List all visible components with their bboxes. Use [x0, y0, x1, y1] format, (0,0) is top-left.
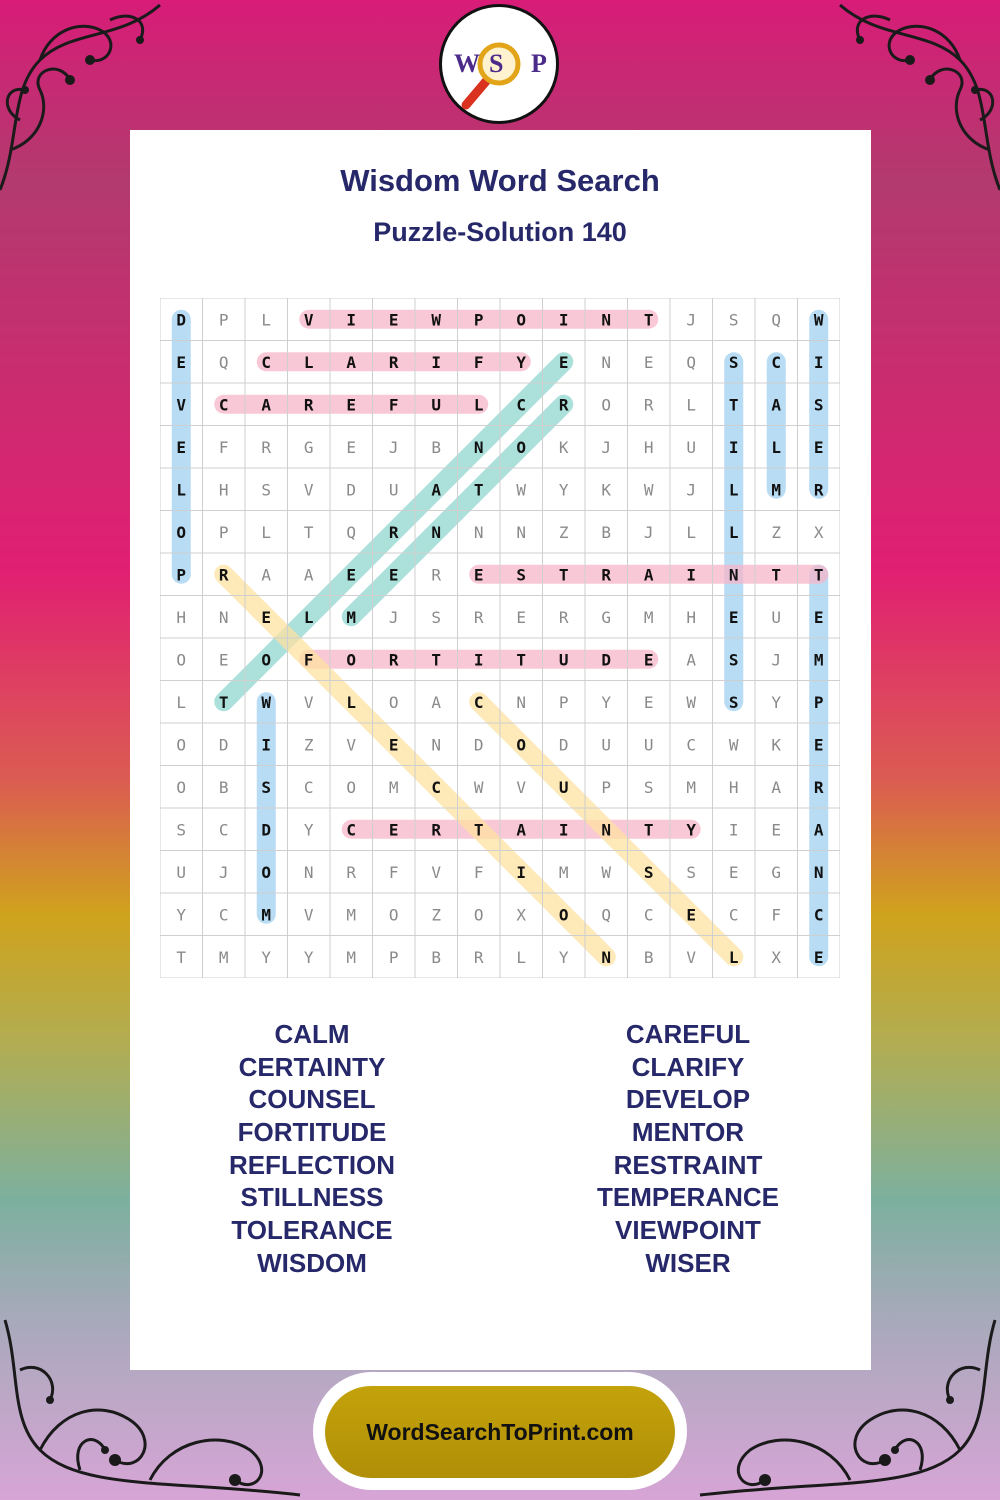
- grid-cell-letter[interactable]: O: [176, 777, 187, 797]
- grid-cell-letter[interactable]: I: [261, 735, 272, 755]
- grid-cell-letter[interactable]: D: [558, 735, 569, 755]
- grid-cell-letter[interactable]: A: [431, 692, 442, 712]
- grid-cell-letter[interactable]: J: [218, 862, 229, 882]
- grid-cell-letter[interactable]: J: [388, 607, 399, 627]
- grid-cell-letter[interactable]: T: [813, 565, 824, 585]
- grid-cell-letter[interactable]: S: [728, 692, 739, 712]
- grid-cell-letter[interactable]: A: [303, 565, 314, 585]
- grid-cell-letter[interactable]: R: [473, 607, 484, 627]
- grid-cell-letter[interactable]: O: [388, 905, 399, 925]
- grid-cell-letter[interactable]: P: [218, 522, 229, 542]
- grid-cell-letter[interactable]: P: [473, 310, 484, 330]
- grid-cell-letter[interactable]: K: [601, 480, 612, 500]
- grid-cell-letter[interactable]: E: [813, 607, 824, 627]
- word-list-item: TOLERANCE: [231, 1215, 393, 1246]
- grid-cell-letter[interactable]: A: [261, 565, 272, 585]
- grid-cell-letter[interactable]: C: [771, 352, 782, 372]
- grid-cell-letter[interactable]: N: [601, 947, 612, 967]
- word-list-item: WISDOM: [257, 1247, 367, 1278]
- grid-cell-letter[interactable]: W: [813, 310, 824, 330]
- word-list-item: MENTOR: [631, 1117, 745, 1148]
- grid-cell-letter[interactable]: X: [813, 522, 824, 542]
- grid-cell-letter[interactable]: E: [388, 565, 399, 585]
- grid-cell-letter[interactable]: L: [516, 947, 527, 967]
- grid-cell-letter[interactable]: M: [813, 650, 824, 670]
- grid-cell-letter[interactable]: A: [346, 352, 357, 372]
- grid-cell-letter[interactable]: P: [558, 692, 569, 712]
- grid-cell-letter[interactable]: T: [643, 310, 654, 330]
- grid-cell-letter[interactable]: H: [176, 607, 187, 627]
- grid-cell-letter[interactable]: C: [303, 777, 314, 797]
- grid-cell-letter[interactable]: C: [728, 905, 739, 925]
- grid-cell-letter[interactable]: N: [516, 522, 527, 542]
- grid-cell-letter[interactable]: T: [558, 565, 569, 585]
- grid-cell-letter[interactable]: Q: [601, 905, 612, 925]
- grid-cell-letter[interactable]: E: [728, 607, 739, 627]
- grid-cell-letter[interactable]: T: [431, 650, 442, 670]
- word-search-grid: [160, 298, 840, 978]
- logo-letter-s: S: [489, 49, 504, 78]
- grid-cell-letter[interactable]: C: [431, 777, 442, 797]
- grid-cell-letter[interactable]: D: [473, 735, 484, 755]
- grid-cell-letter[interactable]: J: [686, 310, 697, 330]
- grid-cell-letter[interactable]: K: [558, 437, 569, 457]
- grid-cell-letter[interactable]: N: [218, 607, 229, 627]
- grid-cell-letter[interactable]: U: [431, 395, 442, 415]
- grid-cell-letter[interactable]: V: [303, 480, 314, 500]
- grid-cell-letter[interactable]: Y: [558, 947, 569, 967]
- grid-cell-letter[interactable]: V: [346, 735, 357, 755]
- grid-cell-letter[interactable]: P: [176, 565, 187, 585]
- grid-cell-letter[interactable]: R: [601, 565, 612, 585]
- grid-cell-letter[interactable]: O: [516, 310, 527, 330]
- grid-cell-letter[interactable]: N: [431, 735, 442, 755]
- grid-cell-letter[interactable]: L: [303, 607, 314, 627]
- grid-cell-letter[interactable]: C: [218, 395, 229, 415]
- word-list-item: TEMPERANCE: [596, 1182, 779, 1213]
- word-list-item: CALM: [274, 1019, 350, 1049]
- grid-cell-letter[interactable]: L: [728, 947, 739, 967]
- grid-cell-letter[interactable]: U: [643, 735, 654, 755]
- grid-cell-letter[interactable]: O: [388, 692, 399, 712]
- grid-cell-letter[interactable]: M: [218, 947, 229, 967]
- grid-cell-letter[interactable]: W: [473, 777, 484, 797]
- grid-cell-letter[interactable]: I: [558, 820, 569, 840]
- grid-cell-letter[interactable]: F: [218, 437, 229, 457]
- grid-cell-letter[interactable]: O: [346, 777, 357, 797]
- word-list-item: VIEWPOINT: [615, 1215, 761, 1246]
- grid-cell-letter[interactable]: E: [176, 352, 187, 372]
- grid-cell-letter[interactable]: B: [601, 522, 612, 542]
- grid-cell-letter[interactable]: E: [643, 692, 654, 712]
- grid-cell-letter[interactable]: L: [261, 522, 272, 542]
- grid-cell-letter[interactable]: F: [303, 650, 314, 670]
- grid-cell-letter[interactable]: C: [261, 352, 272, 372]
- grid-cell-letter[interactable]: O: [176, 735, 187, 755]
- word-list-item: CAREFUL: [625, 1019, 751, 1049]
- grid-cell-letter[interactable]: E: [346, 565, 357, 585]
- grid-cell-letter[interactable]: A: [643, 565, 654, 585]
- grid-cell-letter[interactable]: E: [346, 395, 357, 415]
- grid-cell-letter[interactable]: L: [728, 480, 739, 500]
- grid-cell-letter[interactable]: L: [176, 480, 187, 500]
- grid-cell-letter[interactable]: Y: [176, 905, 187, 925]
- grid-cell-letter[interactable]: R: [261, 437, 272, 457]
- grid-cell-letter[interactable]: E: [558, 352, 569, 372]
- word-list-item: STILLNESS: [240, 1182, 384, 1213]
- grid-cell-letter[interactable]: B: [218, 777, 229, 797]
- grid-cell-letter[interactable]: U: [771, 607, 782, 627]
- grid-cell-letter[interactable]: T: [473, 820, 484, 840]
- grid-cell-letter[interactable]: T: [771, 565, 782, 585]
- grid-cell-letter[interactable]: D: [176, 310, 187, 330]
- grid-cell-letter[interactable]: M: [261, 905, 272, 925]
- grid-cell-letter[interactable]: P: [813, 692, 824, 712]
- grid-cell-letter[interactable]: B: [431, 947, 442, 967]
- grid-cell-letter[interactable]: S: [728, 650, 739, 670]
- grid-cell-letter[interactable]: S: [261, 480, 272, 500]
- grid-cell-letter[interactable]: E: [771, 820, 782, 840]
- grid-cell-letter[interactable]: C: [346, 820, 357, 840]
- grid-cell-letter[interactable]: A: [771, 395, 782, 415]
- word-list-item: COUNSEL: [248, 1084, 376, 1115]
- grid-cell-letter[interactable]: C: [473, 692, 484, 712]
- grid-cell-letter[interactable]: O: [261, 862, 272, 882]
- grid-cell-letter[interactable]: X: [516, 905, 527, 925]
- grid-cell-letter[interactable]: O: [516, 735, 527, 755]
- grid-cell-letter[interactable]: N: [303, 862, 314, 882]
- grid-cell-letter[interactable]: T: [643, 820, 654, 840]
- grid-cell-letter[interactable]: M: [346, 607, 357, 627]
- grid-canvas: [160, 298, 840, 978]
- site-link-button[interactable]: WordSearchToPrint.com: [325, 1386, 675, 1478]
- grid-cell-letter[interactable]: T: [218, 692, 229, 712]
- grid-cell-letter[interactable]: J: [388, 437, 399, 457]
- word-list-item: CLARIFY: [631, 1051, 745, 1082]
- grid-cell-letter[interactable]: V: [303, 905, 314, 925]
- grid-cell-letter[interactable]: N: [728, 565, 739, 585]
- grid-cell-letter[interactable]: A: [771, 777, 782, 797]
- grid-cell-letter[interactable]: V: [431, 862, 442, 882]
- grid-cell-letter[interactable]: L: [771, 437, 782, 457]
- grid-cell-letter[interactable]: R: [643, 395, 654, 415]
- grid-cell-letter[interactable]: P: [388, 947, 399, 967]
- grid-cell-letter[interactable]: Y: [558, 480, 569, 500]
- grid-cell-letter[interactable]: E: [176, 437, 187, 457]
- grid-cell-letter[interactable]: W: [261, 692, 272, 712]
- grid-cell-letter[interactable]: J: [643, 522, 654, 542]
- grid-cell-letter[interactable]: V: [176, 395, 187, 415]
- page-subtitle: Puzzle-Solution 140: [373, 217, 627, 247]
- grid-cell-letter[interactable]: L: [346, 692, 357, 712]
- grid-cell-letter[interactable]: U: [686, 437, 697, 457]
- grid-cell-letter[interactable]: I: [346, 310, 357, 330]
- grid-cell-letter[interactable]: C: [218, 905, 229, 925]
- grid-cell-letter[interactable]: O: [516, 437, 527, 457]
- grid-cell-letter[interactable]: F: [473, 862, 484, 882]
- grid-cell-letter[interactable]: L: [176, 692, 187, 712]
- grid-cell-letter[interactable]: I: [516, 862, 527, 882]
- grid-cell-letter[interactable]: D: [261, 820, 272, 840]
- grid-cell-letter[interactable]: R: [813, 480, 824, 500]
- grid-cell-letter[interactable]: Q: [771, 310, 782, 330]
- grid-cell-letter[interactable]: E: [218, 650, 229, 670]
- grid-cell-letter[interactable]: Y: [601, 692, 612, 712]
- grid-cell-letter[interactable]: U: [176, 862, 187, 882]
- grid-cell-letter[interactable]: T: [176, 947, 187, 967]
- grid-cell-letter[interactable]: U: [558, 777, 569, 797]
- grid-cell-letter[interactable]: P: [218, 310, 229, 330]
- grid-cell-letter[interactable]: E: [813, 735, 824, 755]
- grid-cell-letter[interactable]: U: [558, 650, 569, 670]
- grid-cell-letter[interactable]: W: [686, 692, 697, 712]
- grid-cell-letter[interactable]: R: [431, 820, 442, 840]
- grid-cell-letter[interactable]: Y: [686, 820, 697, 840]
- grid-cell-letter[interactable]: F: [473, 352, 484, 372]
- grid-cell-letter[interactable]: N: [473, 437, 484, 457]
- grid-cell-letter[interactable]: N: [813, 862, 824, 882]
- grid-cell-letter[interactable]: I: [728, 437, 739, 457]
- word-list-item: REFLECTION: [228, 1149, 396, 1180]
- grid-cell-letter[interactable]: O: [176, 522, 187, 542]
- grid-cell-letter[interactable]: E: [728, 862, 739, 882]
- grid-cell-letter[interactable]: E: [388, 735, 399, 755]
- grid-cell-letter[interactable]: E: [261, 607, 272, 627]
- grid-cell-letter[interactable]: E: [686, 905, 697, 925]
- site-logo[interactable]: [439, 4, 559, 124]
- grid-cell-letter[interactable]: A: [261, 395, 272, 415]
- grid-cell-letter[interactable]: Y: [771, 692, 782, 712]
- grid-cell-letter[interactable]: A: [813, 820, 824, 840]
- grid-cell-letter[interactable]: N: [473, 522, 484, 542]
- grid-cell-letter[interactable]: Z: [771, 522, 782, 542]
- grid-cell-letter[interactable]: S: [686, 862, 697, 882]
- grid-cell-letter[interactable]: T: [473, 480, 484, 500]
- grid-cell-letter[interactable]: S: [261, 777, 272, 797]
- grid-cell-letter[interactable]: O: [261, 650, 272, 670]
- grid-cell-letter[interactable]: Z: [303, 735, 314, 755]
- grid-cell-letter[interactable]: I: [686, 565, 697, 585]
- grid-cell-letter[interactable]: L: [261, 310, 272, 330]
- grid-cell-letter[interactable]: L: [686, 395, 697, 415]
- grid-cell-letter[interactable]: N: [516, 692, 527, 712]
- grid-cell-letter[interactable]: Z: [431, 905, 442, 925]
- grid-cell-letter[interactable]: R: [346, 862, 357, 882]
- grid-cell-letter[interactable]: C: [686, 735, 697, 755]
- grid-cell-letter[interactable]: M: [388, 777, 399, 797]
- word-list-item: FORTITUDE: [237, 1117, 387, 1148]
- grid-cell-letter[interactable]: I: [431, 352, 442, 372]
- grid-cell-letter[interactable]: N: [601, 352, 612, 372]
- grid-cell-letter[interactable]: X: [771, 947, 782, 967]
- word-list-left: [122, 1018, 502, 1280]
- grid-cell-letter[interactable]: H: [643, 437, 654, 457]
- grid-cell-letter[interactable]: D: [218, 735, 229, 755]
- grid-cell-letter[interactable]: V: [686, 947, 697, 967]
- grid-cell-letter[interactable]: G: [303, 437, 314, 457]
- page-title: Wisdom Word Search: [340, 163, 660, 198]
- grid-cell-letter[interactable]: J: [601, 437, 612, 457]
- grid-cell-letter[interactable]: S: [176, 820, 187, 840]
- grid-cell-letter[interactable]: C: [516, 395, 527, 415]
- grid-cell-letter[interactable]: O: [176, 650, 187, 670]
- grid-cell-letter[interactable]: W: [516, 480, 527, 500]
- grid-cell-letter[interactable]: W: [728, 735, 739, 755]
- grid-cell-letter[interactable]: K: [771, 735, 782, 755]
- grid-cell-letter[interactable]: E: [516, 607, 527, 627]
- grid-cell-letter[interactable]: I: [558, 310, 569, 330]
- grid-cell-letter[interactable]: T: [516, 650, 527, 670]
- grid-cell-letter[interactable]: A: [686, 650, 697, 670]
- grid-cell-letter[interactable]: D: [346, 480, 357, 500]
- grid-cell-letter[interactable]: V: [516, 777, 527, 797]
- grid-cell-letter[interactable]: R: [388, 522, 399, 542]
- grid-cell-letter[interactable]: H: [728, 777, 739, 797]
- grid-cell-letter[interactable]: R: [431, 565, 442, 585]
- grid-cell-letter[interactable]: E: [388, 310, 399, 330]
- word-list-item: WISER: [645, 1247, 731, 1278]
- grid-cell-letter[interactable]: T: [303, 522, 314, 542]
- grid-cell-letter[interactable]: N: [431, 522, 442, 542]
- grid-cell-letter[interactable]: S: [643, 777, 654, 797]
- grid-cell-letter[interactable]: G: [601, 607, 612, 627]
- grid-cell-letter[interactable]: J: [771, 650, 782, 670]
- grid-cell-letter[interactable]: Y: [303, 947, 314, 967]
- grid-cell-letter[interactable]: H: [686, 607, 697, 627]
- grid-cell-letter[interactable]: E: [643, 650, 654, 670]
- grid-cell-letter[interactable]: I: [473, 650, 484, 670]
- grid-cell-letter[interactable]: A: [516, 820, 527, 840]
- grid-cell-letter[interactable]: E: [473, 565, 484, 585]
- grid-cell-letter[interactable]: M: [346, 947, 357, 967]
- grid-cell-letter[interactable]: L: [303, 352, 314, 372]
- grid-cell-letter[interactable]: C: [643, 905, 654, 925]
- grid-cell-letter[interactable]: Q: [346, 522, 357, 542]
- grid-cell-letter[interactable]: M: [558, 862, 569, 882]
- grid-cell-letter[interactable]: M: [643, 607, 654, 627]
- grid-cell-letter[interactable]: Z: [558, 522, 569, 542]
- grid-cell-letter[interactable]: O: [601, 395, 612, 415]
- word-list-item: CERTAINTY: [238, 1051, 386, 1082]
- grid-cell-letter[interactable]: Q: [218, 352, 229, 372]
- grid-cell-letter[interactable]: C: [813, 905, 824, 925]
- grid-cell-letter[interactable]: S: [728, 310, 739, 330]
- grid-cell-letter[interactable]: O: [473, 905, 484, 925]
- grid-cell-letter[interactable]: A: [431, 480, 442, 500]
- grid-cell-letter[interactable]: F: [771, 905, 782, 925]
- logo-letter-w: W: [454, 49, 480, 78]
- grid-cell-letter[interactable]: S: [643, 862, 654, 882]
- grid-cell-letter[interactable]: Y: [516, 352, 527, 372]
- grid-cell-letter[interactable]: Y: [261, 947, 272, 967]
- grid-cell-letter[interactable]: C: [218, 820, 229, 840]
- grid-cell-letter[interactable]: M: [346, 905, 357, 925]
- grid-cell-letter[interactable]: R: [473, 947, 484, 967]
- grid-cell-letter[interactable]: S: [728, 352, 739, 372]
- grid-cell-letter[interactable]: J: [686, 480, 697, 500]
- grid-cell-letter[interactable]: L: [728, 522, 739, 542]
- grid-cell-letter[interactable]: W: [643, 480, 654, 500]
- grid-cell-letter[interactable]: Q: [686, 352, 697, 372]
- grid-cell-letter[interactable]: E: [813, 947, 824, 967]
- grid-cell-letter[interactable]: S: [516, 565, 527, 585]
- grid-cell-letter[interactable]: Y: [303, 820, 314, 840]
- grid-cell-letter[interactable]: R: [558, 607, 569, 627]
- grid-cell-letter[interactable]: U: [601, 735, 612, 755]
- grid-cell-letter[interactable]: T: [728, 395, 739, 415]
- grid-cell-letter[interactable]: R: [388, 352, 399, 372]
- word-list-item: DEVELOP: [625, 1084, 751, 1115]
- grid-cell-letter[interactable]: B: [431, 437, 442, 457]
- grid-cell-letter[interactable]: R: [813, 777, 824, 797]
- grid-cell-letter[interactable]: R: [558, 395, 569, 415]
- grid-cell-letter[interactable]: F: [388, 395, 399, 415]
- grid-cell-letter[interactable]: P: [601, 777, 612, 797]
- grid-cell-letter[interactable]: M: [686, 777, 697, 797]
- grid-cell-letter[interactable]: H: [218, 480, 229, 500]
- grid-cell-letter[interactable]: G: [771, 862, 782, 882]
- word-list-right: [498, 1018, 878, 1280]
- grid-cell-letter[interactable]: I: [813, 352, 824, 372]
- grid-cell-letter[interactable]: N: [601, 310, 612, 330]
- grid-cell-letter[interactable]: R: [218, 565, 229, 585]
- grid-cell-letter[interactable]: R: [388, 650, 399, 670]
- grid-cell-letter[interactable]: O: [346, 650, 357, 670]
- grid-cell-letter[interactable]: D: [601, 650, 612, 670]
- grid-cell-letter[interactable]: I: [728, 820, 739, 840]
- grid-cell-letter[interactable]: L: [686, 522, 697, 542]
- grid-cell-letter[interactable]: E: [346, 437, 357, 457]
- grid-cell-letter[interactable]: U: [388, 480, 399, 500]
- grid-cell-letter[interactable]: N: [601, 820, 612, 840]
- grid-cell-letter[interactable]: S: [431, 607, 442, 627]
- grid-cell-letter[interactable]: V: [303, 310, 314, 330]
- grid-cell-letter[interactable]: V: [303, 692, 314, 712]
- grid-cell-letter[interactable]: E: [388, 820, 399, 840]
- grid-cell-letter[interactable]: O: [558, 905, 569, 925]
- grid-cell-letter[interactable]: R: [303, 395, 314, 415]
- grid-cell-letter[interactable]: E: [813, 437, 824, 457]
- grid-cell-letter[interactable]: E: [643, 352, 654, 372]
- grid-cell-letter[interactable]: B: [643, 947, 654, 967]
- grid-cell-letter[interactable]: L: [473, 395, 484, 415]
- grid-cell-letter[interactable]: M: [771, 480, 782, 500]
- logo-letter-p: P: [531, 49, 547, 78]
- grid-cell-letter[interactable]: S: [813, 395, 824, 415]
- grid-cell-letter[interactable]: W: [601, 862, 612, 882]
- grid-cell-letter[interactable]: F: [388, 862, 399, 882]
- word-list-item: RESTRAINT: [613, 1149, 763, 1180]
- grid-cell-letter[interactable]: W: [431, 310, 442, 330]
